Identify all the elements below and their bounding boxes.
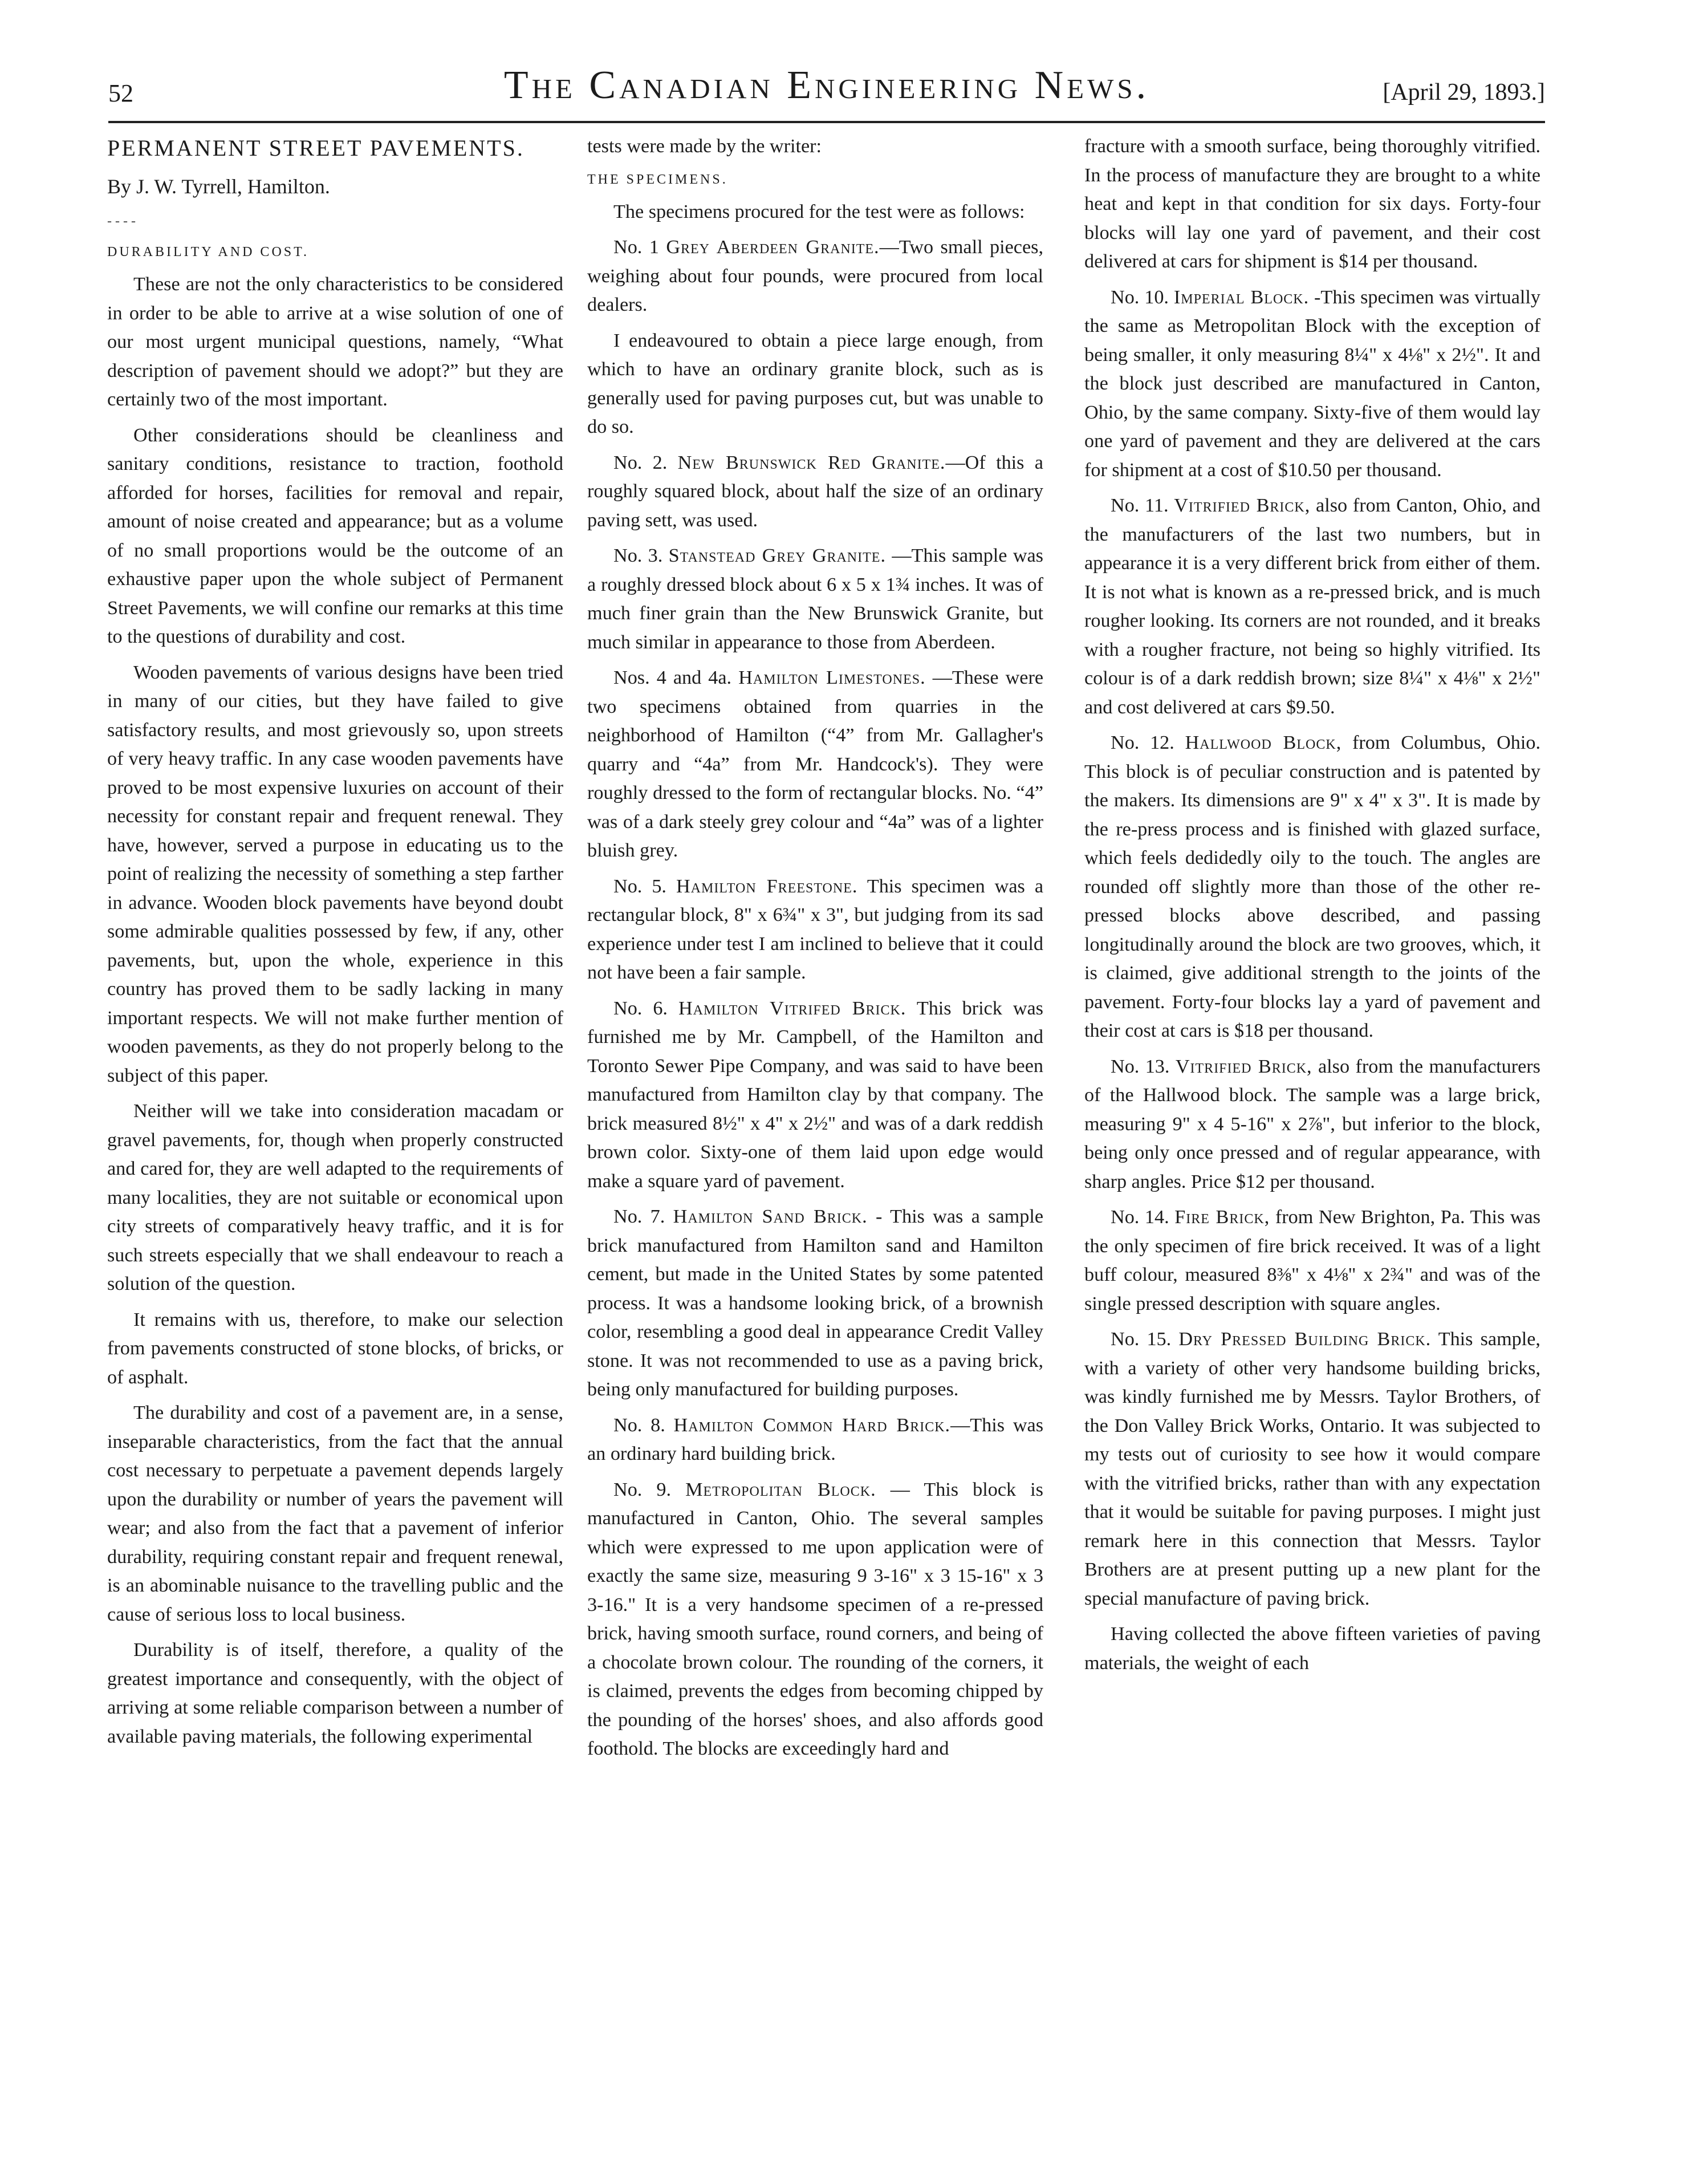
- page-header: [108, 63, 1545, 114]
- specimen-entry: [587, 1476, 1043, 1764]
- specimen-name: Metropolitan Block.: [685, 1479, 876, 1500]
- article-title: PERMANENT STREET PAVEMENTS.: [107, 135, 525, 161]
- specimen-entry: [587, 1203, 1043, 1404]
- specimen-number: No. 1: [613, 237, 659, 258]
- specimen-entry: [587, 994, 1043, 1196]
- specimen-name: Hamilton Common Hard Brick.: [673, 1414, 951, 1436]
- paragraph: The specimens procured for the test were as follows:: [613, 201, 1025, 222]
- specimen-entry: [587, 449, 1043, 535]
- specimen-number: No. 10.: [1111, 286, 1169, 308]
- specimen-entry: [587, 542, 1043, 657]
- specimen-entry: [1084, 1053, 1540, 1197]
- specimen-number: No. 5.: [613, 875, 666, 897]
- specimen-number: Nos. 4 and 4a.: [613, 667, 732, 688]
- specimen-text: also from the manufacturers of the Hallwood block. The sample was a large brick, measuring 9" x 4 5-16" x 2⅞", but inferior to the block, being only once pressed and of regular appearance, with sharp angles. Price $12 per thousand.: [1084, 1056, 1540, 1192]
- specimen-number: No. 12.: [1111, 732, 1174, 753]
- specimen-number: No. 7.: [613, 1206, 665, 1227]
- specimen-text: — This block is manufactured in Canton, Ohio. The several samples which were expressed to me upon application were of exactly the same size, measuring 9 3-16" x 3 15-16" x 3 3-16." It is a very handsome specimen of a re-pressed brick, having smooth surface, round corners, and being of a chocolate brown colour. The rounding of the corners, it is claimed, prevents the edges from becoming chipped by the pounding of the horses' shoes, and also affords good foothold. The blocks are exceedingly hard and: [587, 1479, 1043, 1759]
- specimen-name: Grey Aberdeen Granite.: [666, 237, 880, 258]
- specimen-text: from New Brighton, Pa. This was the only specimen of fire brick received. It was of a light buff colour, measured 8⅜" x 4⅛" x 2¾" and was of the single pressed description with square angles.: [1084, 1207, 1541, 1314]
- specimen-number: No. 2.: [613, 452, 668, 473]
- section-heading: THE SPECIMENS.: [587, 172, 728, 187]
- specimen-name: Hallwood Block,: [1185, 732, 1342, 753]
- specimen-name: Hamilton Freestone.: [676, 875, 858, 897]
- specimen-entry: [1084, 1325, 1540, 1613]
- specimen-entry: [587, 872, 1043, 988]
- specimen-text: —These were two specimens obtained from quarries in the neighborhood of Hamilton (“4” from Mr. Gallagher's quarry and “4a” from Mr. Handcock's). They were roughly dressed to the form of rectangular blocks. No. “4” was of a dark steely grey colour and “4a” was of a lighter bluish grey.: [587, 667, 1044, 861]
- specimen-text: —This was an ordinary hard building brick.: [587, 1414, 1044, 1464]
- paragraph: It remains with us, therefore, to make our selection from pavements constructed of stone blocks, of bricks, or of asphalt.: [107, 1309, 563, 1388]
- specimen-name: Fire Brick,: [1174, 1207, 1270, 1228]
- specimen-name: Vitrified Brick,: [1174, 495, 1311, 516]
- specimen-number: No. 14.: [1111, 1207, 1169, 1228]
- paragraph: Neither will we take into consideration macadam or gravel pavements, for, though when properly constructed and cared for, they are well adapted to the requirements of many localities, they are not suitable or economical upon city streets of comparatively heavy traffic, and it is for such streets especially that we shall endeavour to reach a solution of the question.: [107, 1101, 563, 1294]
- section-heading: DURABILITY AND COST.: [107, 245, 309, 259]
- specimen-entry: [1084, 729, 1540, 1046]
- specimen-name: New Brunswick Red Granite.: [677, 452, 946, 473]
- specimen-name: Hamilton Limestones.: [738, 667, 926, 688]
- paragraph: Durability is of itself, therefore, a quality of the greatest importance and consequently, with the object of arriving at some reliable comparison between a number of available paving materials, the following experimental: [107, 1639, 563, 1747]
- paragraph: The durability and cost of a pavement are, in a sense, inseparable characteristics, from the fact that the annual cost necessary to perpetuate a pavement depends largely upon the durability or number of years the pavement will wear; and also from the fact that a pavement of inferior durability, requiring constant repair and frequent renewal, is an abominable nuisance to the travelling public and the cause of serious loss to local business.: [107, 1402, 563, 1625]
- specimen-entry: [587, 233, 1043, 320]
- specimen-text: —This sample was a roughly dressed block about 6 x 5 x 1¾ inches. It was of much finer grain than the New Brunswick Granite, but much similar in appearance to those from Aberdeen.: [587, 545, 1043, 653]
- specimen-entry: [587, 1411, 1043, 1469]
- column-1: [107, 132, 563, 1758]
- specimen-name: Hamilton Vitrifed Brick.: [678, 997, 906, 1019]
- specimen-text: —Two small pieces, weighing about four pounds, were procured from local dealers.: [587, 237, 1044, 315]
- specimen-entry: [1084, 283, 1540, 485]
- specimen-name: Stanstead Grey Granite.: [668, 545, 886, 566]
- paragraph: fracture with a smooth surface, being thoroughly vitrified. In the process of manufacture they are brought to a white heat and kept in that condition for six days. Forty-four blocks will lay one yard of pavement, and their cost delivered at cars for shipment is $14 per thousand.: [1084, 136, 1540, 272]
- specimen-text: from Columbus, Ohio. This block is of peculiar construction and is patented by the makers. Its dimensions are 9" x 4" x 3". It is made by the re-press process and is finished with glazed surface, which feels dedidedly oily to the touch. The angles are rounded off slightly more than those of the other re-pressed blocks above described, and passing longitudinally around the block are two grooves, which, it is claimed, give additional strength to the joints of the pavement. Forty-four blocks lay a yard of pavement and their cost at cars is $18 per thousand.: [1084, 732, 1541, 1041]
- specimen-number: No. 8.: [613, 1414, 665, 1436]
- paragraph: tests were made by the writer:: [587, 136, 822, 157]
- paragraph: Wooden pavements of various designs have been tried in many of our cities, but they have failed to give satisfactory results, and most grievously so, upon streets of very heavy traffic. In any case wooden pavements have proved to be most expensive luxuries on account of their necessity for constant repair and frequent renewal. They have, however, served a purpose in educating us to the point of realizing the necessity of something a step farther in advance. Wooden block pavements have beyond doubt some admirable qualities possessed by few, if any, other pavements, but, upon the whole, experience in this country has proved them to be sadly lacking in many important respects. We will not make further mention of wooden pavements, as they do not properly belong to the subject of this paper.: [107, 661, 563, 1086]
- paragraph: Other considerations should be cleanliness and sanitary conditions, resistance to traction, foothold afforded for horses, facilities for removal and repair, amount of noise created and appearance; but as a volume of no small proportions would be the outcome of an exhaustive paper upon the whole subject of Permanent Street Pavements, we will confine our remarks at this time to the questions of durability and cost.: [107, 424, 563, 647]
- specimen-name: Imperial Block.: [1173, 286, 1310, 308]
- column-3: [1084, 132, 1540, 1684]
- specimen-entry: [587, 664, 1043, 866]
- separator-dashes: - - - -: [107, 214, 136, 229]
- specimen-name: Dry Pressed Building Brick.: [1178, 1329, 1432, 1350]
- specimen-text: This sample, with a variety of other very handsome building bricks, was kindly furnished me by Messrs. Taylor Brothers, of the Don Valley Brick Works, Ontario. It was subjected to my tests out of curiosity to see how it would compare with the vitrified bricks, rather than with any expectation that it would be suitable for paving purposes. I might just remark here in this connection that Messrs. Taylor Brothers are at present putting up a new plant for the special manufacture of paving brick.: [1084, 1329, 1540, 1609]
- specimen-entry: [1084, 492, 1540, 722]
- column-2: [587, 132, 1043, 1771]
- specimen-name: Hamilton Sand Brick.: [673, 1206, 868, 1227]
- specimen-name: Vitrified Brick,: [1175, 1056, 1312, 1077]
- page-number: 52: [108, 79, 133, 107]
- paragraph: I endeavoured to obtain a piece large enough, from which to have an ordinary granite block, such as is generally used for paving purposes cut, but was unable to do so.: [587, 330, 1043, 437]
- masthead-title: The Canadian Engineering News.: [503, 63, 1150, 107]
- specimen-entry: [1084, 1203, 1540, 1318]
- paragraph: These are not the only characteristics to be considered in order to be able to arrive at a wise solution of one of our most urgent municipal questions, namely, “What description of pavement should we adopt?” but they are certainly two of the most important.: [107, 274, 563, 410]
- header-rule: [108, 121, 1545, 123]
- specimen-text: -This specimen was virtually the same as Metropolitan Block with the exception of being smaller, it only measuring 8¼" x 4⅛" x 2½". It and the block just described are manufactured in Canton, Ohio, by the same company. Sixty-five of them would lay one yard of pavement and they are delivered at the cars for shipment at a cost of $10.50 per thousand.: [1084, 286, 1540, 481]
- specimen-text: This brick was furnished me by Mr. Campbell, of the Hamilton and Toronto Sewer Pipe Company, and was said to have been manufactured from Hamilton clay by that company. The brick measured 8½" x 4" x 2½" and was of a dark reddish brown color. Sixty-one of them laid upon edge would make a square yard of pavement.: [587, 997, 1043, 1192]
- specimen-number: No. 3.: [613, 545, 663, 566]
- specimen-text: —Of this a roughly squared block, about half the size of an ordinary paving sett, was used.: [587, 452, 1043, 531]
- specimen-text: also from Canton, Ohio, and the manufacturers of the last two numbers, but in appearance it is a very different brick from either of them. It is not what is known as a re-pressed brick, and is much rougher looking. Its corners are not rounded, and it breaks with a rougher fracture, not being so highly vitrified. Its colour is of a dark reddish brown; size 8¼" x 4⅛" x 2½" and cost delivered at cars $9.50.: [1084, 495, 1540, 718]
- specimen-number: No. 13.: [1111, 1056, 1170, 1077]
- specimen-number: No. 6.: [613, 997, 668, 1019]
- issue-date: [April 29, 1893.]: [1383, 79, 1545, 105]
- specimen-number: No. 9.: [613, 1479, 672, 1500]
- specimen-text: This specimen was a rectangular block, 8" x 6¾" x 3", but judging from its sad experience under test I am inclined to believe that it could not have been a fair sample.: [587, 875, 1043, 983]
- specimen-number: No. 11.: [1111, 495, 1169, 516]
- article-byline: By J. W. Tyrrell, Hamilton.: [107, 175, 330, 198]
- paragraph: Having collected the above fifteen varieties of paving materials, the weight of each: [1084, 1623, 1540, 1674]
- specimen-text: - This was a sample brick manufactured from Hamilton sand and Hamilton cement, but made in the United States by some patented process. It was a handsome looking brick, of a brownish color, resembling a good deal in appearance Credit Valley stone. It was not recommended to use as a paving brick, being only manufactured for building purposes.: [587, 1206, 1044, 1400]
- specimen-number: No. 15.: [1111, 1329, 1172, 1350]
